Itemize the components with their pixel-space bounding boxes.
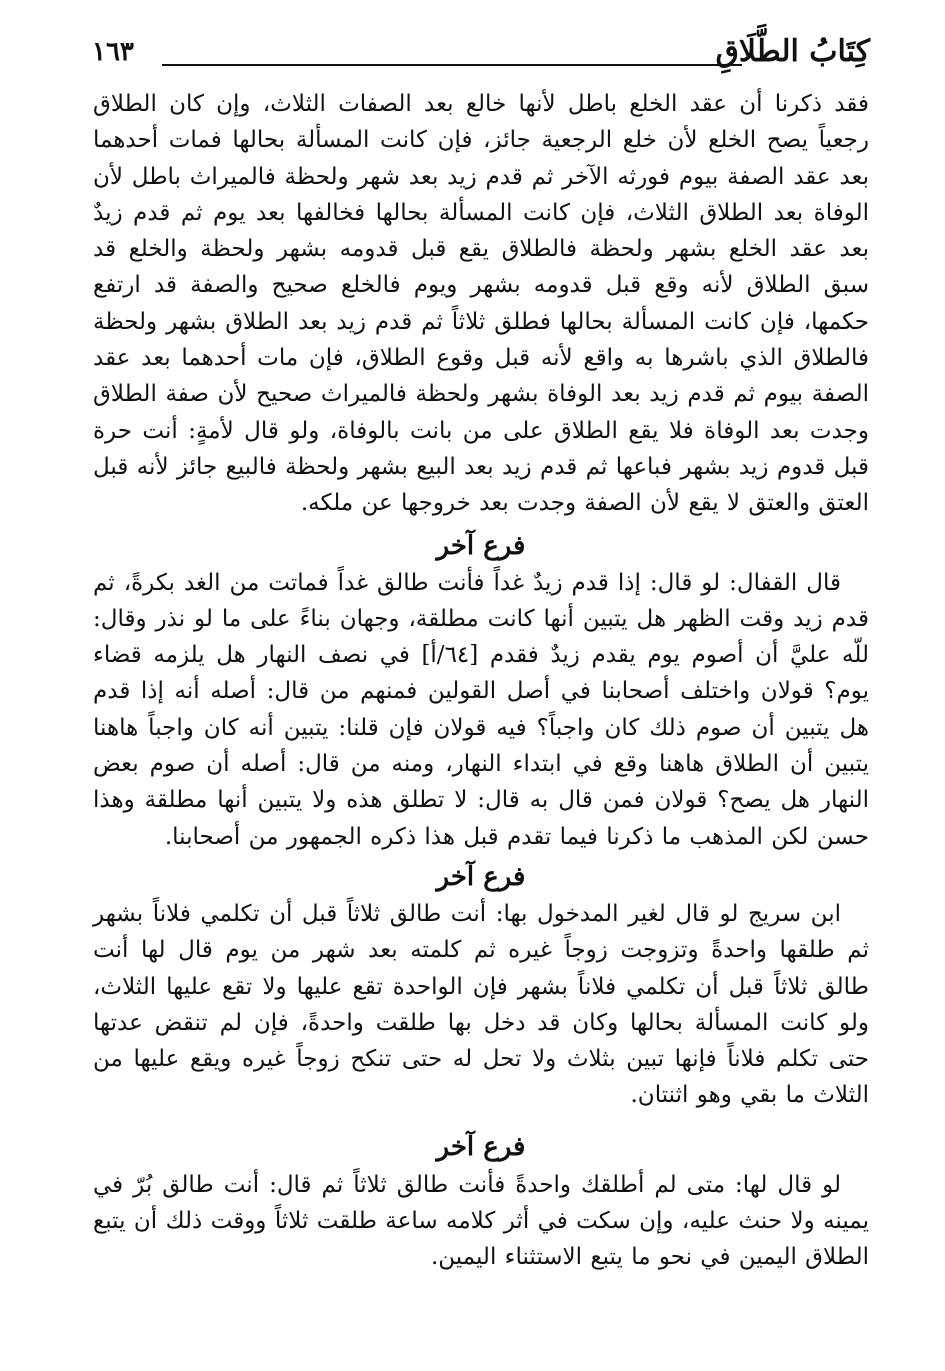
paragraph-1: فقد ذكرنا أن عقد الخلع باطل لأنها خالع بعد الصفات الثلاث، وإن كان الطلاق رجعياً يصح الخلع لأن خلع الرجعية جائز، فإن كانت المسألة بحالها فمات أحدهما بعد عقد الصفة بيوم فورثه الآخر ثم قدم زيد بعد شهر ولحظة فالميراث باطل لأن الوفاة بعد الطلاق الثلاث، فإن كانت المسألة بحالها فخالفها بعد يوم ثم قدم زيدٌ بعد عقد الخلع بشهر ولحظة فالطلاق يقع قبل قدومه بشهر ولحظة والخلع قد سبق الطلاق لأنه وقع قبل قدومه بشهر ويوم فالخلع صحيح والصفة قد ارتفع حكمها، فإن كانت المسألة بحالها فطلق ثلاثاً ثم قدم زيد بعد الطلاق بشهر ولحظة فالطلاق الذي باشرها به واقع لأنه قبل وقوع الطلاق، فإن مات أحدهما بعد عقد الصفة بيوم ثم قدم زيد بعد الوفاة بشهر ولحظة فالميراث صحيح لأن صفة الطلاق وجدت بعد الوفاة فلا يقع الطلاق على من بانت بالوفاة، ولو قال لأمةٍ: أنت حرة قبل قدوم زيد بشهر فباعها ثم قدم زيد بعد البيع بشهر ولحظة فالبيع جائز لأنه قبل العتق والعتق لا يقع لأن الصفة وجدت بعد خروجها عن ملكه. xyxy=(93,91,869,517)
paragraph-3: ابن سريج لو قال لغير المدخول بها: أنت طالق ثلاثاً قبل أن تكلمي فلاناً بشهر ثم طلقها واحدةً وتزوجت زوجاً غيره ثم كلمته بعد شهر من يوم قال لها أنت طالق ثلاثاً قبل أن تكلمي فلاناً بشهر فإن الواحدة تقع عليها ولا تقع عليها الثلاث، ولو كانت المسألة بحالها وكان قد دخل بها طلقت واحدةً، فإن لم تنقض عدتها حتى تكلم فلاناً فإنها تبين بثلاث ولا تحل له حتى تنكح زوجاً غيره ويقع عليها من الثلاث ما بقي وهو اثنتان. xyxy=(93,900,869,1109)
paragraph-2: قال القفال: لو قال: إذا قدم زيدٌ غداً فأنت طالق غداً فماتت من الغد بكرةً، ثم قدم زيد وقت الظهر هل يتبين أنها كانت مطلقة، وجهان بناءً على ما لو نذر وقال: للّه عليَّ أن أصوم يوم يقدم زيدٌ فقدم [٦٤/أ] في نصف النهار هل يلزمه قضاء يوم؟ قولان واختلف أصحابنا في أصل القولين فمنهم من قال: أصله أنه إذا قدم هل يتبين أن صوم ذلك كان واجباً؟ فيه قولان فإن قلنا: يتبين أنه كان واجباً هاهنا يتبين أن الطلاق هاهنا وقع في ابتداء النهار، ومنه من قال: أصله أن صوم بعض النهار هل يصح؟ قولان فمن قال به قال: لا تطلق هذه ولا يتبين أنها مطلقة وهذا حسن لكن المذهب ما ذكرنا فيما تقدم قبل هذا ذكره الجمهور من أصحابنا. xyxy=(93,569,870,850)
page-number: ١٦٣ xyxy=(92,37,134,67)
section-heading-1: فرع آخر xyxy=(436,530,526,561)
section-heading-3: فرع آخر xyxy=(436,1131,526,1162)
book-title: كِتَابُ الطَّلَاقِ xyxy=(715,34,870,69)
header-rule xyxy=(162,64,742,66)
section-heading-2: فرع آخر xyxy=(436,861,526,892)
page-body xyxy=(93,86,869,1276)
paragraph-4: لو قال لها: متى لم أطلقك واحدةً فأنت طالق ثلاثاً ثم قال: أنت طالق بُرّ في يمينه ولا حنث عليه، وإن سكت في أثر كلامه ساعة طلقت ثلاثاً ووقت ذلك أن يتبع الطلاق اليمين في نحو ما يتبع الاستثناء اليمين. xyxy=(93,1171,869,1271)
page-header xyxy=(92,30,870,74)
